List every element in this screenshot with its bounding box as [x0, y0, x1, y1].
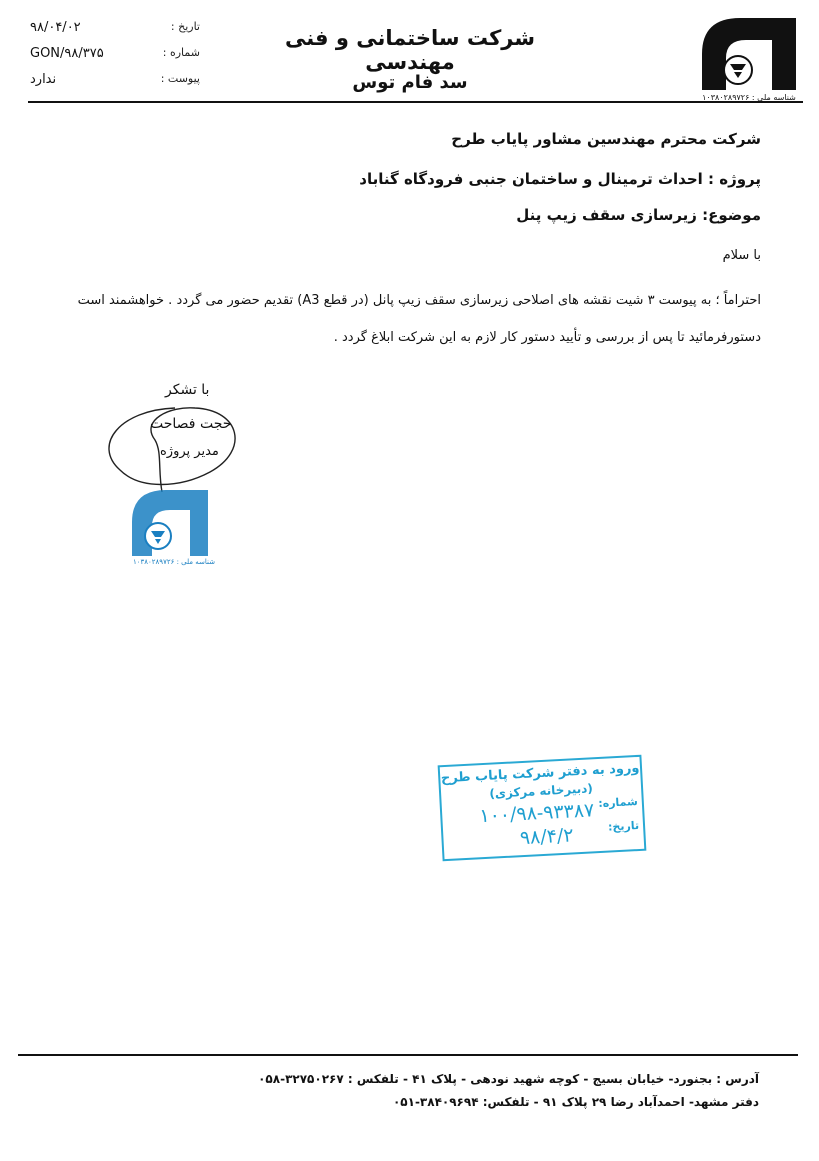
attachment-label: پیوست : [160, 72, 200, 85]
receipt-stamp-title: ورود به دفتر شرکت پایاب طرح [440, 760, 640, 787]
receipt-date-label: تاریخ: [607, 818, 640, 834]
date-label: تاریخ : [170, 20, 200, 33]
recipient: شرکت محترم مهندسین مشاور پایاب طرح [451, 130, 761, 148]
receipt-stamp [438, 755, 647, 862]
number-value: GON/۹۸/۳۷۵ [30, 46, 104, 61]
attachment-row [30, 72, 200, 87]
number-label: شماره : [162, 46, 200, 59]
signature-regards: با تشکر [165, 382, 210, 398]
company-subname: سد فام توس [352, 72, 468, 93]
number-row [30, 46, 200, 61]
project-line: پروژه : احداث ترمینال و ساختمان جنبی فرودگاه گناباد [359, 170, 761, 188]
receipt-stamp-subtitle: (دبیرخانه مرکزی) [489, 781, 594, 801]
logo-national-id: شناسه ملی : ۱۰۳۸۰۲۸۹۷۲۶ [702, 93, 796, 102]
attachment-value: ندارد [30, 72, 57, 87]
footer-address-main: آدرس : بجنورد- خیابان بسیج - کوچه شهید نودهی - پلاک ۴۱ - تلفکس : ۳۲۷۵۰۲۶۷-۰۵۸ [258, 1072, 759, 1086]
seal-national-id: شناسه ملی : ۱۰۳۸۰۲۸۹۷۲۶ [132, 558, 216, 566]
date-value: ۹۸/۰۴/۰۲ [30, 20, 81, 35]
greeting: با سلام [722, 248, 761, 263]
receipt-number-label: شماره: [597, 794, 639, 811]
body-paragraph: احتراماً ؛ به پیوست ۳ شیت نقشه های اصلاحی زیرسازی سقف زیپ پانل (در قطع A3) تقدیم حضور می گردد . خواهشمند است دستورفرمائید تا پس از بررسی و تأیید دستور کار لازم به این شرکت ابلاغ گردد . [77, 293, 761, 345]
date-row [30, 20, 200, 35]
receipt-date-value: ۹۸/۴/۲ [519, 824, 575, 850]
company-logo [698, 14, 798, 104]
footer-divider [18, 1054, 798, 1056]
footer-address-mashhad: دفتر مشهد- احمدآباد رضا ۲۹ پلاک ۹۱ - تلفکس: ۳۸۴۰۹۶۹۴-۰۵۱ [392, 1095, 759, 1109]
company-name: شرکت ساختمانی و فنی مهندسی [284, 26, 536, 74]
company-seal [128, 486, 212, 564]
signer-title: مدیر پروژه [160, 444, 219, 459]
signer-name: حجت فصاحت [150, 416, 232, 432]
receipt-number-value: ۱۰۰/۹۸-۹۳۳۸۷ [478, 799, 595, 828]
subject-line: موضوع: زیرسازی سقف زیپ پنل [516, 206, 761, 224]
header-divider [28, 101, 803, 103]
